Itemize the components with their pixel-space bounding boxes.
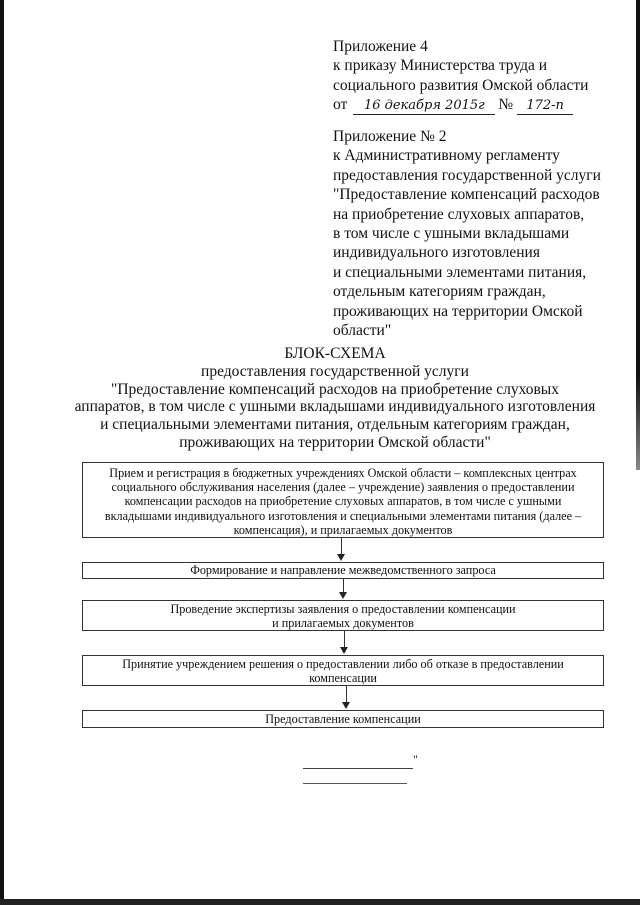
appendix-order-line: Приложение 4: [333, 38, 428, 55]
handwritten-date: 16 декабря 2015г: [353, 98, 495, 115]
flow-step-line: социального обслуживания населения (далее – учреждение) заявления о предоставлении: [111, 480, 575, 495]
scan-border-left: [0, 0, 4, 905]
arrow-down-icon: [342, 686, 351, 710]
flow-step-reception: [82, 462, 604, 538]
flow-step-line: компенсации: [309, 671, 377, 686]
handwritten-order-number: 172-п: [517, 98, 573, 115]
title-line: "Предоставление компенсаций расходов на приобретение слуховых: [111, 380, 559, 398]
flow-step-line: Проведение экспертизы заявления о предоставлении компенсации: [170, 602, 516, 616]
flow-step-provision: [82, 710, 604, 728]
scan-border-bottom: [0, 899, 640, 905]
closing-line: [303, 783, 407, 784]
appendix-regulation-header: [333, 127, 601, 340]
closing-line: [303, 768, 413, 769]
title-heading: БЛОК-СХЕМА: [284, 345, 386, 362]
appendix-order-line: к приказу Министерства труда и: [333, 57, 548, 75]
title-line: аппаратов, в том числе с ушными вкладышами индивидуального изготовления: [74, 398, 596, 416]
appendix-regulation-line: индивидуального изготовления: [333, 244, 540, 262]
flow-step-line: Формирование и направление межведомственного запроса: [190, 563, 496, 577]
flow-step-line: и прилагаемых документов: [272, 616, 414, 631]
flow-step-line: компенсация), и прилагаемых документов: [233, 522, 453, 537]
flow-step-line: Предоставление компенсации: [265, 712, 421, 726]
flow-step-decision: [82, 655, 604, 686]
flow-step-line: вкладышами индивидуального изготовления и специальными элементами питания (далее –: [104, 508, 582, 523]
title-line: проживающих на территории Омской области": [179, 433, 491, 451]
appendix-regulation-line: проживающих на территории Омской: [333, 302, 583, 320]
arrow-down-icon: [337, 538, 346, 562]
flow-step-interagency-request: [82, 562, 604, 579]
arrow-down-icon: [339, 579, 348, 600]
appendix-regulation-line: Приложение № 2: [333, 128, 447, 145]
appendix-regulation-line: к Административному регламенту: [333, 147, 560, 165]
appendix-order-line: социального развития Омской области: [333, 76, 589, 94]
document-title: [40, 345, 630, 452]
flow-step-line: Принятие учреждением решения о предоставлении либо об отказе в предоставлении: [122, 657, 564, 671]
appendix-regulation-line: в том числе с ушными вкладышами: [333, 225, 570, 243]
number-sign: №: [498, 96, 514, 114]
appendix-regulation-line: и специальными элементами питания,: [333, 263, 587, 281]
appendix-order-header: [333, 37, 588, 115]
arrow-down-icon: [340, 631, 349, 655]
appendix-regulation-line: на приобретение слуховых аппаратов,: [333, 205, 585, 223]
closing-quote-mark: ": [413, 752, 418, 766]
order-date-row: [333, 95, 588, 115]
flow-step-examination: [82, 600, 604, 631]
title-line: предоставления государственной услуги: [201, 362, 469, 380]
title-line: и специальными элементами питания, отдельным категориям граждан,: [100, 416, 570, 434]
appendix-regulation-line: отдельным категориям граждан,: [333, 283, 546, 301]
date-prefix: от: [333, 96, 348, 114]
appendix-regulation-line: области": [333, 322, 392, 340]
appendix-regulation-line: "Предоставление компенсаций расходов: [333, 186, 600, 204]
flow-step-line: Прием и регистрация в бюджетных учреждениях Омской области – комплексных центрах: [109, 466, 577, 480]
flow-step-line: компенсации расходов на приобретение слуховых аппаратов, в том числе с ушными: [124, 494, 562, 509]
appendix-regulation-line: предоставления государственной услуги: [333, 166, 601, 184]
scan-border-right: [636, 0, 640, 470]
